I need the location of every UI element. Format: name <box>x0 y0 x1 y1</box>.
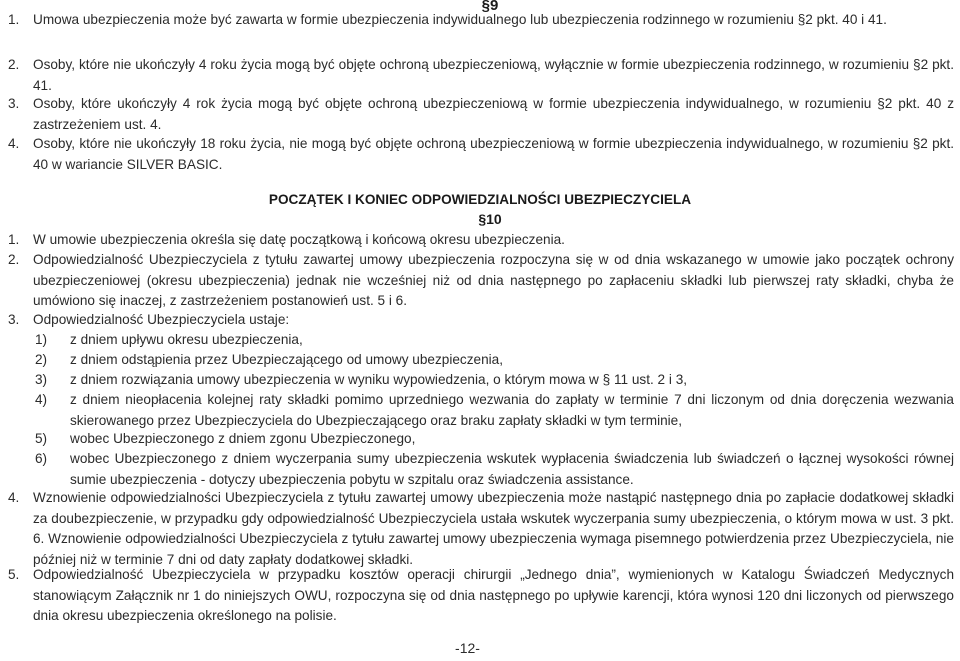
sub-item-number: 1) <box>35 332 48 347</box>
sec10-item-3 <box>8 310 954 331</box>
item-number: 5. <box>8 567 20 582</box>
item-text: W umowie ubezpieczenia określa się datę początkową i końcową okresu ubezpieczenia. <box>33 232 565 247</box>
item-text: Odpowiedzialność Ubezpieczyciela w przypadku kosztów operacji chirurgii „Jednego dnia”, wymienionych w Katalogu Świadczeń Medycznych stanowiącym Załącznik nr 1 do niniejszych OWU, rozpoczyna się od dnia następnego po upływie karencji, która wynosi 120 dni liczonych od pierwszego dnia okresu ubezpieczenia określonego na polisie. <box>33 567 954 624</box>
sub-item-number: 2) <box>35 352 48 367</box>
sec9-item-3 <box>8 94 954 135</box>
sub-item-6 <box>35 449 954 490</box>
item-number: 3. <box>8 96 20 111</box>
sec9-item-1 <box>8 10 954 31</box>
sub-item-5 <box>35 429 954 450</box>
section-9-title: §9 <box>481 0 499 14</box>
item-text: Osoby, które nie ukończyły 18 roku życia, nie mogą być objęte ochroną ubezpieczeniową w formie ubezpieczenia indywidualnego, w rozumieniu §2 pkt. 40 w wariancie SILVER BASIC. <box>33 136 954 172</box>
sec9-item-4 <box>8 134 954 175</box>
item-text: Umowa ubezpieczenia może być zawarta w formie ubezpieczenia indywidualnego lub ubezpieczenia rodzinnego w rozumieniu §2 pkt. 40 i 41. <box>33 12 887 27</box>
sec9-item-2 <box>8 55 954 96</box>
sub-item-text: wobec Ubezpieczonego z dniem zgonu Ubezpieczonego, <box>70 431 416 446</box>
page-number: -12- <box>455 640 480 656</box>
item-text: Odpowiedzialność Ubezpieczyciela ustaje: <box>33 312 290 327</box>
section-heading: POCZĄTEK I KONIEC ODPOWIEDZIALNOŚCI UBEZPIECZYCIELA <box>268 192 692 207</box>
sub-item-number: 5) <box>35 431 48 446</box>
sub-item-text: z dniem nieopłacenia kolejnej raty składki pomimo uprzedniego wezwania do zapłaty w terminie 7 dni liczonym od dnia doręczenia wezwania skierowanego przez Ubezpieczyciela do Ubezpieczającego oraz braku zapłaty składki w tym terminie, <box>70 392 954 428</box>
sub-item-number: 4) <box>35 392 48 407</box>
sub-item-number: 6) <box>35 451 48 466</box>
sec10-item-1 <box>8 230 954 251</box>
item-number: 3. <box>8 312 20 327</box>
section-10-title: §10 <box>478 211 502 227</box>
item-text: Odpowiedzialność Ubezpieczyciela z tytułu zawartej umowy ubezpieczenia rozpoczyna się w od dnia wskazanego w umowie jako początek ochrony ubezpieczeniowej (okresu ubezpieczenia) jednak nie wcześniej niż od dnia następnego po zapłaceniu składki lub pierwszej raty składki, chyba że umówiono się inaczej, z zastrzeżeniem postanowień ust. 5 i 6. <box>33 252 954 309</box>
item-text: Wznowienie odpowiedzialności Ubezpieczyciela z tytułu zawartej umowy ubezpieczenia może nastąpić następnego dnia po zapłacie dodatkowej składki za doubezpieczenie, w przypadku gdy odpowiedzialność Ubezpieczyciela ustała wskutek wyczerpania sumy ubezpieczenia, o którym mowa w ust. 3 pkt. 6. Wznowienie odpowiedzialności Ubezpieczyciela z tytułu zawartej umowy ubezpieczenia wymaga pisemnego potwierdzenia przez Ubezpieczyciela, nie później niż w terminie 7 dni od daty zapłaty dodatkowej składki. <box>33 490 954 567</box>
sub-item-text: wobec Ubezpieczonego z dniem wyczerpania sumy ubezpieczenia wskutek wypłacenia świadczenia lub świadczeń o łącznej wysokości równej sumie ubezpieczenia - dotyczy ubezpieczenia pobytu w szpitalu oraz świadczenia assistance. <box>70 451 954 487</box>
sub-item-number: 3) <box>35 372 48 387</box>
item-text: Osoby, które ukończyły 4 rok życia mogą być objęte ochroną ubezpieczeniową w formie ubezpieczenia indywidualnego, w rozumieniu §2 pkt. 40 z zastrzeżeniem ust. 4. <box>33 96 954 132</box>
item-number: 4. <box>8 136 20 151</box>
sec10-item-5 <box>8 565 954 627</box>
item-number: 1. <box>8 232 20 247</box>
sub-item-1 <box>35 330 954 351</box>
sub-item-text: z dniem upływu okresu ubezpieczenia, <box>70 332 303 347</box>
sub-item-2 <box>35 350 954 371</box>
sub-item-text: z dniem odstąpienia przez Ubezpieczającego od umowy ubezpieczenia, <box>70 352 503 367</box>
item-number: 1. <box>8 12 20 27</box>
sub-item-3 <box>35 370 954 391</box>
item-number: 2. <box>8 57 20 72</box>
sub-item-text: z dniem rozwiązania umowy ubezpieczenia w wyniku wypowiedzenia, o którym mowa w § 11 ust. 2 i 3, <box>70 372 688 387</box>
sec10-item-4 <box>8 488 954 570</box>
item-number: 4. <box>8 490 20 505</box>
sec10-item-2 <box>8 250 954 312</box>
item-number: 2. <box>8 252 20 267</box>
item-text: Osoby, które nie ukończyły 4 roku życia mogą być objęte ochroną ubezpieczeniową, wyłącznie w formie ubezpieczenia rodzinnego, w rozumieniu §2 pkt. 41. <box>33 57 954 93</box>
sub-item-4 <box>35 390 954 431</box>
